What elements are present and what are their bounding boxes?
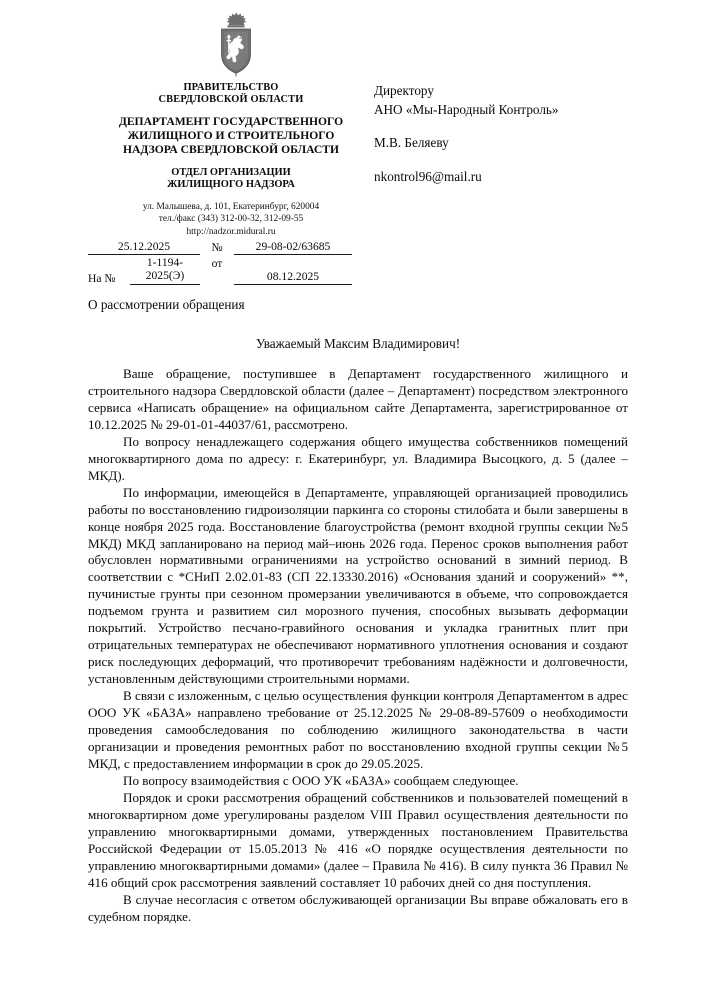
addressee-email[interactable]: nkontrol96@mail.ru <box>374 169 482 185</box>
incoming-label: На № <box>88 271 116 285</box>
body-paragraph: По информации, имеющейся в Департаменте, управляющей организацией проводились работы по восстановлению гидроизоляции паркинга со стороны стилобата и были завершены в конце ноября 2025 года. Восстановление благоустройства (ремонт входной группы секции №5 МКД) МКД запланировано на период май–июнь 2026 года. Перенос сроков выполнения работ обусловлен нормативными ограничениями на устройство оснований в зимний период. В соответствии с *СНиП 2.02.01-83 (СП 22.13330.2016) «Основания зданий и сооружений» **, пучинистые грунты при сезонном промерзании увеличиваются в объеме, что сопровождается подъемом грунта и развитием сил морозного пучения, способных вызывать деформации покрытий. Устройство песчано-гравийного основания и укладка гранитных плит при отрицательных температурах не обеспечивают нормативного уплотнения основания и создают риск последующих деформаций, что противоречит требованиям надёжности и долговечности, установленным действующими строительными нормами. <box>88 484 628 687</box>
department-line-2: ЖИЛИЩНОГО И СТРОИТЕЛЬНОГО <box>127 129 335 143</box>
body-paragraph: По вопросу взаимодействия с ООО УК «БАЗА» сообщаем следующее. <box>123 772 519 788</box>
division-line-2: ЖИЛИЩНОГО НАДЗОРА <box>167 179 295 191</box>
letter-body <box>88 366 628 925</box>
department-line-3: НАДЗОРА СВЕРДЛОВСКОЙ ОБЛАСТИ <box>122 143 340 157</box>
incoming-date <box>234 269 352 285</box>
addressee-person: М.В. Беляеву <box>374 135 449 151</box>
subject-line: О рассмотрении обращения <box>88 297 245 312</box>
incoming-number <box>130 257 200 285</box>
requisites-row-outgoing <box>88 240 353 255</box>
coat-of-arms-icon <box>213 11 259 77</box>
addressee-block <box>374 82 649 187</box>
body-paragraph: По вопросу ненадлежащего содержания общего имущества собственников помещений многоквартирного дома по адресу: г. Екатеринбург, ул. Владимира Высоцкого, д. 5 (далее – МКД). <box>88 433 628 483</box>
body-paragraph: В случае несогласия с ответом обслуживающей организации Вы вправе обжаловать его в судебном порядке. <box>88 891 628 924</box>
number-sign-outgoing: № <box>211 241 223 254</box>
outgoing-date: 25.12.2025 <box>88 240 200 255</box>
phone-fax: тел./факс (343) 312-00-32, 312-09-55 <box>158 214 304 225</box>
website-url[interactable]: http://nadzor.midural.ru <box>186 226 276 237</box>
addressee-spacer-1 <box>374 119 649 134</box>
from-label: от <box>211 257 223 270</box>
body-paragraph: Ваше обращение, поступившее в Департамент государственного жилищного и строительного надзора Свердловской области (далее – Департамент) посредством электронного сервиса «Написать обращение» на официальном сайте Департамента, зарегистрированное от 10.12.2025 № 29-01-01-44037/61, рассмотрено. <box>88 366 628 432</box>
government-line-1: ПРАВИТЕЛЬСТВО <box>183 82 279 93</box>
addressee-position: Директору <box>374 83 434 98</box>
postal-address: ул. Малышева, д. 101, Екатеринбург, 620004 <box>142 201 320 212</box>
addressee-spacer-2 <box>374 153 649 168</box>
incoming-number-line-2: 2025(Э) <box>145 268 185 282</box>
emblem-container <box>0 11 711 82</box>
requisites-row-incoming <box>88 257 353 285</box>
body-paragraph: В связи с изложенным, с целью осуществления функции контроля Департаментом в адрес ООО УК «БАЗА» направлено требование от 25.12.2025 № 29-08-89-57609 о необходимости проведения самообследования по соблюдению жилищного законодательства в части организации и проведения ремонтных работ по восстановлению входной группы секции №5 МКД, с предоставлением информации в срок до 29.05.2025. <box>88 688 628 771</box>
contact-block <box>88 201 374 239</box>
incoming-number-line-1: 1-1194- <box>146 256 184 269</box>
body-paragraph: Порядок и сроки рассмотрения обращений собственников и пользователей помещений в многоквартирном доме урегулированы разделом VIII Правил осуществления деятельности по управлению многоквартирными домами, утвержденных постановлением Правительства Российской Федерации от 15.05.2013 № 416 «О порядке осуществления деятельности по управлению многоквартирными домами» (далее – Правила № 416). В силу пункта 36 Правил № 416 общий срок рассмотрения заявлений составляет 10 рабочих дней со дня поступления. <box>88 789 628 890</box>
organization-block <box>88 82 374 238</box>
addressee-organization: АНО «Мы-Народный Контроль» <box>374 101 559 117</box>
salutation: Уважаемый Максим Владимирович! <box>255 336 461 351</box>
government-line-2: СВЕРДЛОВСКОЙ ОБЛАСТИ <box>158 94 304 106</box>
letterhead-header <box>88 82 649 238</box>
requisites-block <box>88 240 353 285</box>
incoming-date-value: 08.12.2025 <box>266 269 320 283</box>
division-line-1: ОТДЕЛ ОРГАНИЗАЦИИ <box>171 166 291 178</box>
outgoing-number: 29-08-02/63685 <box>234 240 352 255</box>
department-line-1: ДЕПАРТАМЕНТ ГОСУДАРСТВЕННОГО <box>118 115 344 129</box>
